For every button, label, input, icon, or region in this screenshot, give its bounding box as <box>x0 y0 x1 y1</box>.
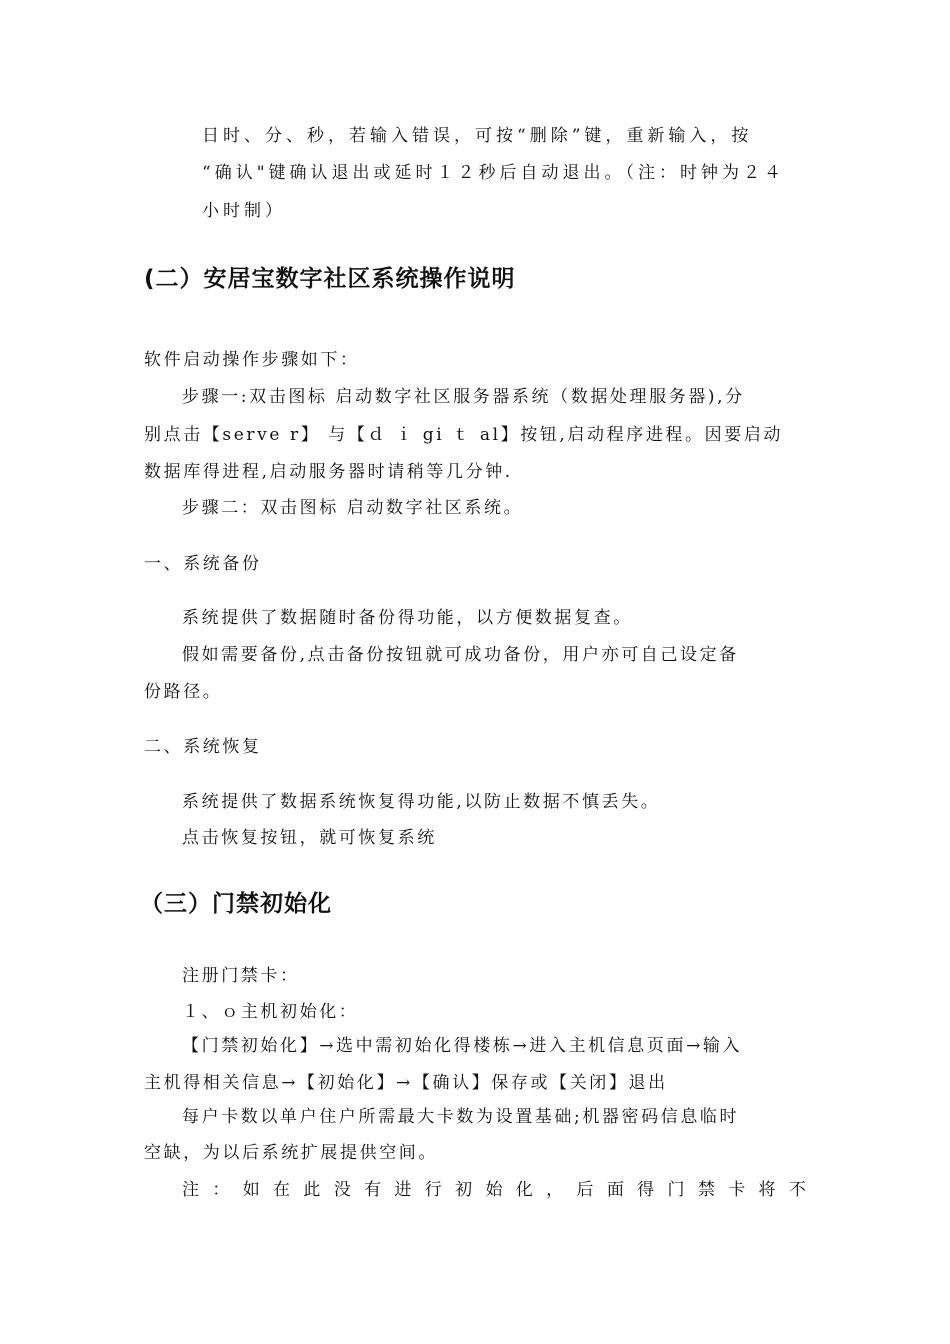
init-flow-line-2: 主机得相关信息→【初始化】→【确认】保存或【关闭】退出 <box>144 1073 668 1093</box>
top-paragraph-line-1: 日时、分、秒，若输入错误，可按“删除”键，重新输入，按 <box>202 126 753 146</box>
init-flow-line-1: 【门禁初始化】→选中需初始化得楼栋→进入主机信息页面→输入 <box>182 1036 743 1056</box>
note-char: 没 <box>333 1180 351 1200</box>
note-char: 如 <box>242 1180 260 1200</box>
note-char: ： <box>212 1180 230 1200</box>
note-char: 将 <box>758 1180 776 1200</box>
note-char: 面 <box>606 1180 624 1200</box>
restore-paragraph-1: 系统提供了数据系统恢复得功能,以防止数据不慎丢失。 <box>182 792 661 812</box>
backup-subheading: 一、系统备份 <box>144 554 262 574</box>
note-char: 不 <box>788 1180 806 1200</box>
register-card-intro: 注册门禁卡： <box>182 966 300 986</box>
note-char: 注 <box>182 1180 199 1200</box>
note-char: 化 <box>515 1180 533 1200</box>
backup-paragraph-1: 系统提供了数据随时备份得功能，以方便数据复查。 <box>182 608 633 628</box>
note-char: 进 <box>394 1180 412 1200</box>
step-1-line-2: 别点击【serve r】 与【ｄ ｉ gi ｔ al】按钮,启动程序进程。因要启动 <box>144 425 784 445</box>
card-count-line-2: 空缺，为以后系统扩展提供空间。 <box>144 1143 438 1163</box>
note-char: 有 <box>364 1180 382 1200</box>
note-char: ， <box>546 1180 564 1200</box>
note-char: 始 <box>485 1180 503 1200</box>
card-count-line-1: 每户卡数以单户住户所需最大卡数为设置基础;机器密码信息临时 <box>182 1107 740 1127</box>
section-3-heading: （三）门禁初始化 <box>140 891 332 917</box>
note-char: 得 <box>637 1180 655 1200</box>
note-line <box>182 1180 806 1200</box>
note-char: 此 <box>303 1180 321 1200</box>
top-paragraph-line-2: “确认"键确认退出或延时１２秒后自动退出。（注：时钟为２４ <box>202 163 786 183</box>
step-1-line-3: 数据库得进程,启动服务器时请稍等几分钟. <box>144 462 513 482</box>
top-paragraph-line-3: 小时制） <box>202 201 286 221</box>
backup-paragraph-2-line-1: 假如需要备份,点击备份按钮就可成功备份，用户亦可自己设定备 <box>182 645 739 665</box>
section-2-heading: (二）安居宝数字社区系统操作说明 <box>144 266 516 292</box>
step-2: 步骤二：双击图标 启动数字社区系统。 <box>182 498 524 518</box>
backup-paragraph-2-line-2: 份路径。 <box>144 682 223 702</box>
note-char: 后 <box>576 1180 594 1200</box>
note-char: 初 <box>455 1180 473 1200</box>
note-char: 门 <box>667 1180 685 1200</box>
host-init-item: １、ｏ主机初始化： <box>182 1002 359 1022</box>
note-char: 卡 <box>728 1180 746 1200</box>
note-char: 禁 <box>697 1180 715 1200</box>
note-char: 在 <box>273 1180 291 1200</box>
restore-subheading: 二、系统恢复 <box>144 737 262 757</box>
software-startup-intro: 软件启动操作步骤如下： <box>144 350 360 370</box>
note-char: 行 <box>424 1180 442 1200</box>
step-1-line-1: 步骤一:双击图标 启动数字社区服务器系统（数据处理服务器),分 <box>182 387 745 407</box>
restore-paragraph-2: 点击恢复按钮，就可恢复系统 <box>182 828 437 848</box>
